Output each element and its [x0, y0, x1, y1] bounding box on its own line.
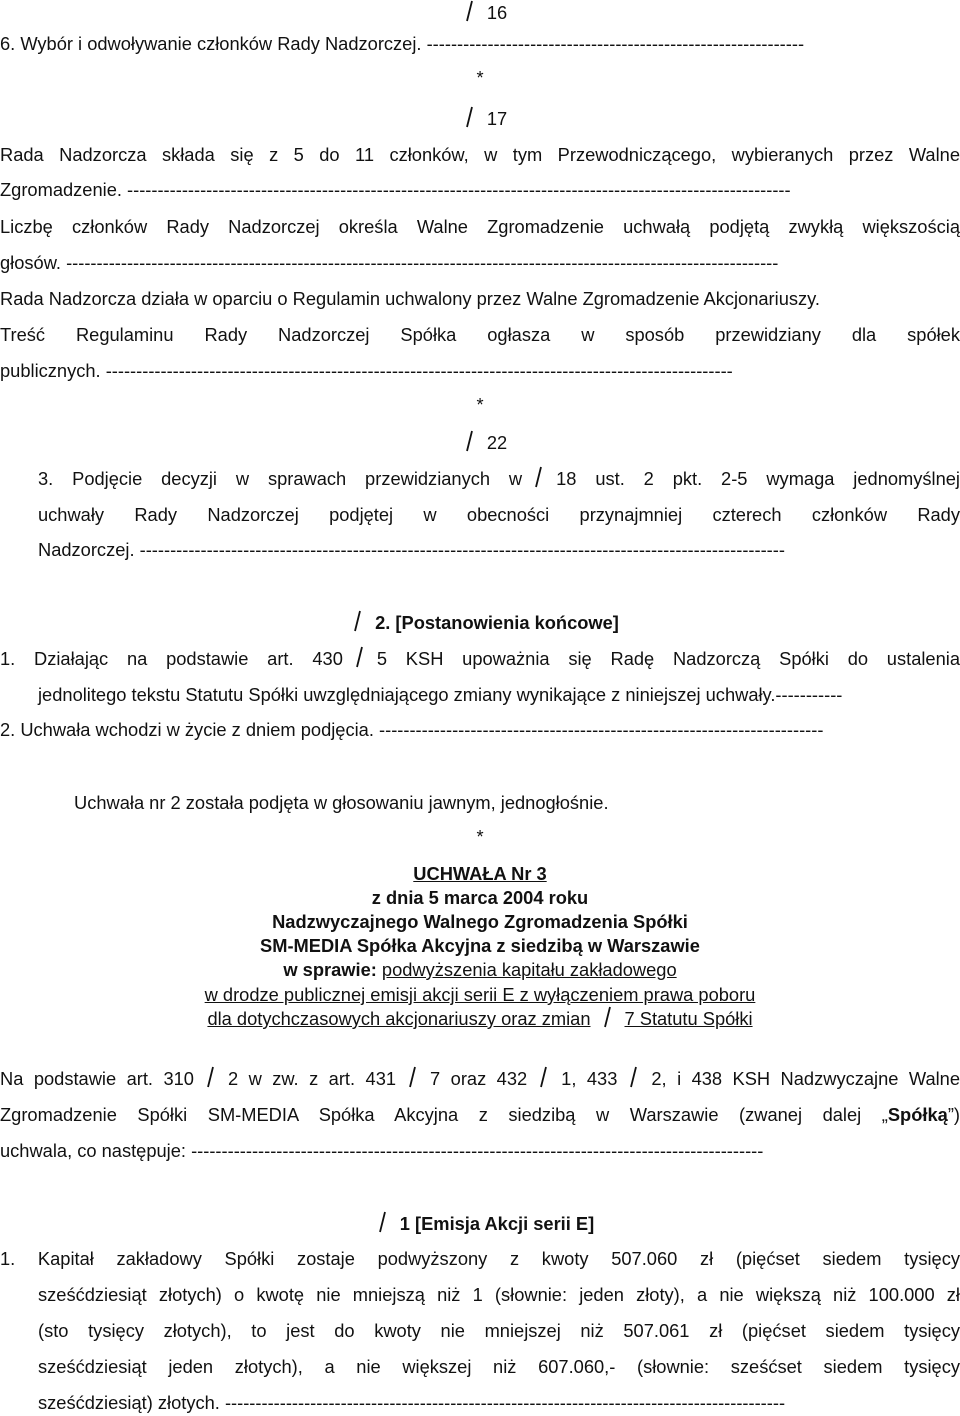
dash-filler: --------------------------------------------------------------: [426, 33, 805, 54]
section-sign-icon: [353, 646, 367, 668]
text: 7 Statutu Spółki: [624, 1008, 753, 1029]
paragraph-line: Rada Nadzorcza działa w oparciu o Regulamin uchwalony przez Walne Zgromadzenie Akcjonariuszy.: [0, 288, 821, 309]
section-22-heading: [0, 430, 960, 456]
paragraph-line: uchwały Rady Nadzorczej podjętej w obecności przynajmniej czterech członków Rady: [38, 504, 960, 525]
text: 2 w zw. z art. 431: [227, 1068, 397, 1089]
text: Nadzorczej.: [38, 539, 135, 560]
text: podwyższenia kapitału zakładowego: [381, 959, 677, 980]
legal-basis-line: [0, 1138, 763, 1164]
dash-filler: ---------------------------------------------------------------------------------------------------------------------: [66, 252, 779, 273]
resolution-subject-line: w drodze publicznej emisji akcji serii E z wyłączeniem prawa poboru: [204, 984, 756, 1005]
section-number: 16: [486, 2, 508, 23]
resolution-subject-line: [0, 1006, 960, 1032]
paragraph-line: Treść Regulaminu Rady Nadzorczej Spółka ogłasza w sposób przewidziany dla spółek: [0, 324, 960, 345]
resolution-subject: [0, 957, 960, 983]
section-sign-icon: [601, 1006, 615, 1028]
paragraph-line: [38, 466, 960, 492]
dash-filler: -------------------------------------------------------------------------------------------------------------: [127, 179, 791, 200]
resolution-body: Nadzwyczajnego Walnego Zgromadzenia Spółki: [272, 911, 688, 932]
section-1-heading: [0, 1211, 960, 1237]
section-17-heading: [0, 106, 960, 132]
text: 1, 433: [561, 1068, 618, 1089]
paragraph-line: [0, 250, 960, 276]
paragraph-line: jednolitego tekstu Statutu Spółki uwzględniającego zmiany wynikające z niniejszej uchwały.-----------: [38, 684, 843, 705]
section-sign-icon: [463, 430, 477, 452]
text: 2. Uchwała wchodzi w życie z dniem podjęcia.: [0, 719, 374, 740]
text: 1. Działając na podstawie art. 430: [0, 648, 343, 669]
text: publicznych.: [0, 360, 101, 381]
text: sześćdziesiąt) złotych.: [38, 1392, 220, 1413]
paragraph-line: [38, 1390, 785, 1416]
company-name: SM-MEDIA Spółka Akcyjna z siedzibą w Warszawie: [260, 935, 700, 956]
paragraph-line: 1. Kapitał zakładowy Spółki zostaje podwyższony z kwoty 507.060 zł (pięćset siedem tysięcy: [0, 1248, 960, 1269]
paragraph-line: Liczbę członków Rady Nadzorczej określa Walne Zgromadzenie uchwałą podjętą zwykłą większością: [0, 216, 960, 237]
paragraph-line: Rada Nadzorcza składa się z 5 do 11 członków, w tym Przewodniczącego, wybieranych przez Walne: [0, 144, 960, 165]
item-text: 6. Wybór i odwoływanie członków Rady Nadzorczej.: [0, 33, 422, 54]
text: 2, i 438 KSH Nadzwyczajne Walne: [651, 1068, 960, 1089]
section-sign-icon: [627, 1066, 641, 1088]
paragraph-line: [0, 646, 960, 672]
paragraph-line: [0, 358, 733, 384]
section-title: 2. [Postanowienia końcowe]: [375, 612, 619, 633]
section-sign-icon: [532, 466, 546, 488]
dash-filler: -------------------------------------------------------------------------: [379, 719, 824, 740]
paragraph-line: [38, 537, 785, 563]
legal-basis-line: [0, 1066, 960, 1092]
paragraph-line: (sto tysięcy złotych), to jest do kwoty nie mniejszej niż 507.061 zł (pięćset siedem tysięcy: [38, 1320, 960, 1341]
paragraph-line: sześćdziesiąt jeden złotych), a nie większej niż 607.060,- (słownie: sześćset siedem tysięcy: [38, 1356, 960, 1377]
item-6-line: [0, 31, 960, 57]
dash-filler: ----------------------------------------------------------------------------------------------: [191, 1140, 764, 1161]
dash-filler: -------------------------------------------------------------------------------------------------------: [105, 360, 733, 381]
text: Spółką: [887, 1104, 948, 1125]
section-sign-icon: [351, 610, 365, 632]
separator-star: *: [476, 67, 484, 88]
dash-filler: --------------------------------------------------------------------------------------------: [224, 1392, 786, 1413]
section-sign-icon: [463, 0, 477, 22]
legal-basis-line: [0, 1102, 960, 1128]
section-title: 1 [Emisja Akcji serii E]: [399, 1213, 595, 1234]
section-number: 22: [486, 432, 508, 453]
separator-star: *: [476, 394, 484, 415]
paragraph-line: sześćdziesiąt złotych) o kwotę nie mniejszą niż 1 (słownie: jeden złoty), a nie większą niż 100.000 zł: [38, 1284, 960, 1305]
text: dla dotychczasowych akcjonariuszy oraz zmian: [207, 1008, 591, 1029]
paragraph-line: [0, 177, 960, 203]
text: 18 ust. 2 pkt. 2-5 wymaga jednomyślnej: [556, 468, 960, 489]
text: 3. Podjęcie decyzji w sprawach przewidzianych w: [38, 468, 523, 489]
section-sign-icon: [537, 1066, 551, 1088]
text: Zgromadzenie Spółki SM-MEDIA Spółka Akcyjna z siedzibą w Warszawie (zwanej dalej „: [0, 1104, 888, 1125]
text: ”): [947, 1104, 960, 1125]
paragraph-line: [0, 717, 823, 743]
text: 7 oraz 432: [430, 1068, 528, 1089]
text: 5 KSH upoważnia się Radę Nadzorczą Spółki do ustalenia: [376, 648, 960, 669]
separator-star: *: [476, 826, 484, 847]
section-sign-icon: [406, 1066, 420, 1088]
section-16-heading: [0, 0, 960, 26]
section-sign-icon: [204, 1066, 218, 1088]
section-sign-icon: [463, 106, 477, 128]
text: Zgromadzenie.: [0, 179, 122, 200]
text: głosów.: [0, 252, 61, 273]
resolution-title: UCHWAŁA Nr 3: [413, 863, 547, 884]
section-2-heading: [0, 610, 960, 636]
vote-result: Uchwała nr 2 została podjęta w głosowaniu jawnym, jednogłośnie.: [74, 792, 609, 813]
resolution-date: z dnia 5 marca 2004 roku: [371, 887, 589, 908]
dash-filler: ----------------------------------------------------------------------------------------------------------: [139, 539, 785, 560]
text: uchwala, co następuje:: [0, 1140, 186, 1161]
section-sign-icon: [376, 1211, 390, 1233]
text: Na podstawie art. 310: [0, 1068, 194, 1089]
section-number: 17: [486, 108, 508, 129]
text: w sprawie:: [283, 959, 377, 980]
